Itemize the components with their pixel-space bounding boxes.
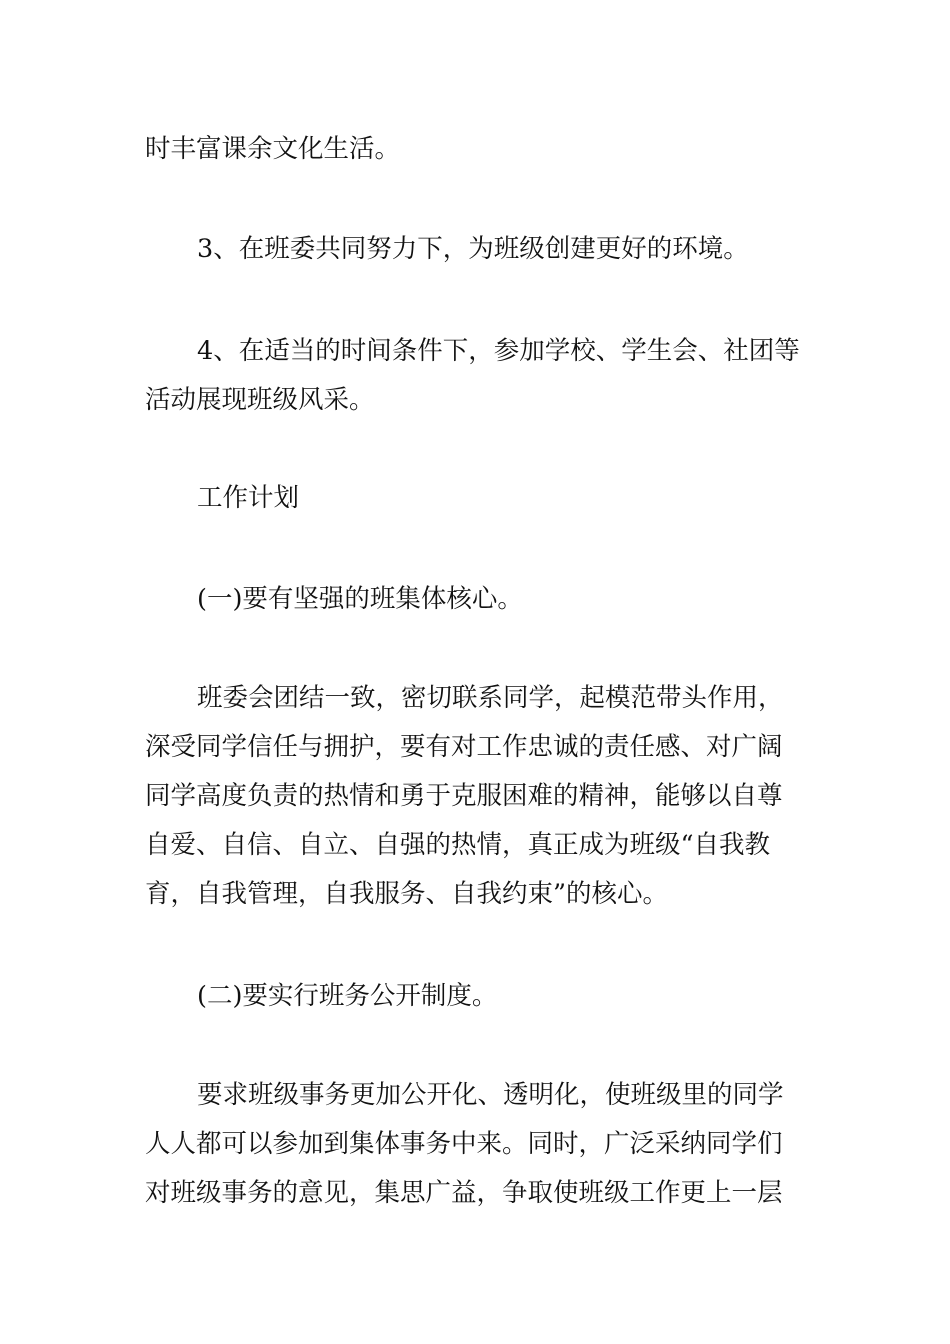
text-line: 深受同学信任与拥护，要有对工作忠诚的责任感、对广阔 xyxy=(145,732,783,762)
subheading-two xyxy=(145,972,810,1021)
text-line: 时丰富课余文化生活。 xyxy=(145,134,401,164)
paragraph-class-affairs xyxy=(145,1071,810,1218)
paragraph-item-3 xyxy=(145,225,810,274)
paragraph-class-committee xyxy=(145,674,810,919)
text-line: 对班级事务的意见，集思广益，争取使班级工作更上一层 xyxy=(145,1178,783,1208)
text-line: 育，自我管理，自我服务、自我约束”的核心。 xyxy=(145,879,669,909)
text-line: 班委会团结一致，密切联系同学，起模范带头作用， xyxy=(197,683,784,713)
text-line: 3、在班委共同努力下，为班级创建更好的环境。 xyxy=(197,234,749,264)
text-line: 人人都可以参加到集体事务中来。同时，广泛采纳同学们 xyxy=(145,1129,783,1159)
text-line: (二)要实行班务公开制度。 xyxy=(197,981,498,1011)
text-line: 工作计划 xyxy=(197,483,300,513)
text-line: 自爱、自信、自立、自强的热情，真正成为班级“自我教 xyxy=(145,830,771,860)
text-line: 4、在适当的时间条件下，参加学校、学生会、社团等 xyxy=(197,336,800,366)
text-line: 活动展现班级风采。 xyxy=(145,385,375,415)
text-line: 同学高度负责的热情和勇于克服困难的精神，能够以自尊 xyxy=(145,781,783,811)
section-heading-work-plan xyxy=(145,474,810,523)
paragraph-continuation xyxy=(145,125,810,174)
text-line: 要求班级事务更加公开化、透明化，使班级里的同学 xyxy=(197,1080,784,1110)
subheading-one xyxy=(145,575,810,624)
text-line: (一)要有坚强的班集体核心。 xyxy=(197,584,523,614)
paragraph-item-4 xyxy=(145,327,810,425)
